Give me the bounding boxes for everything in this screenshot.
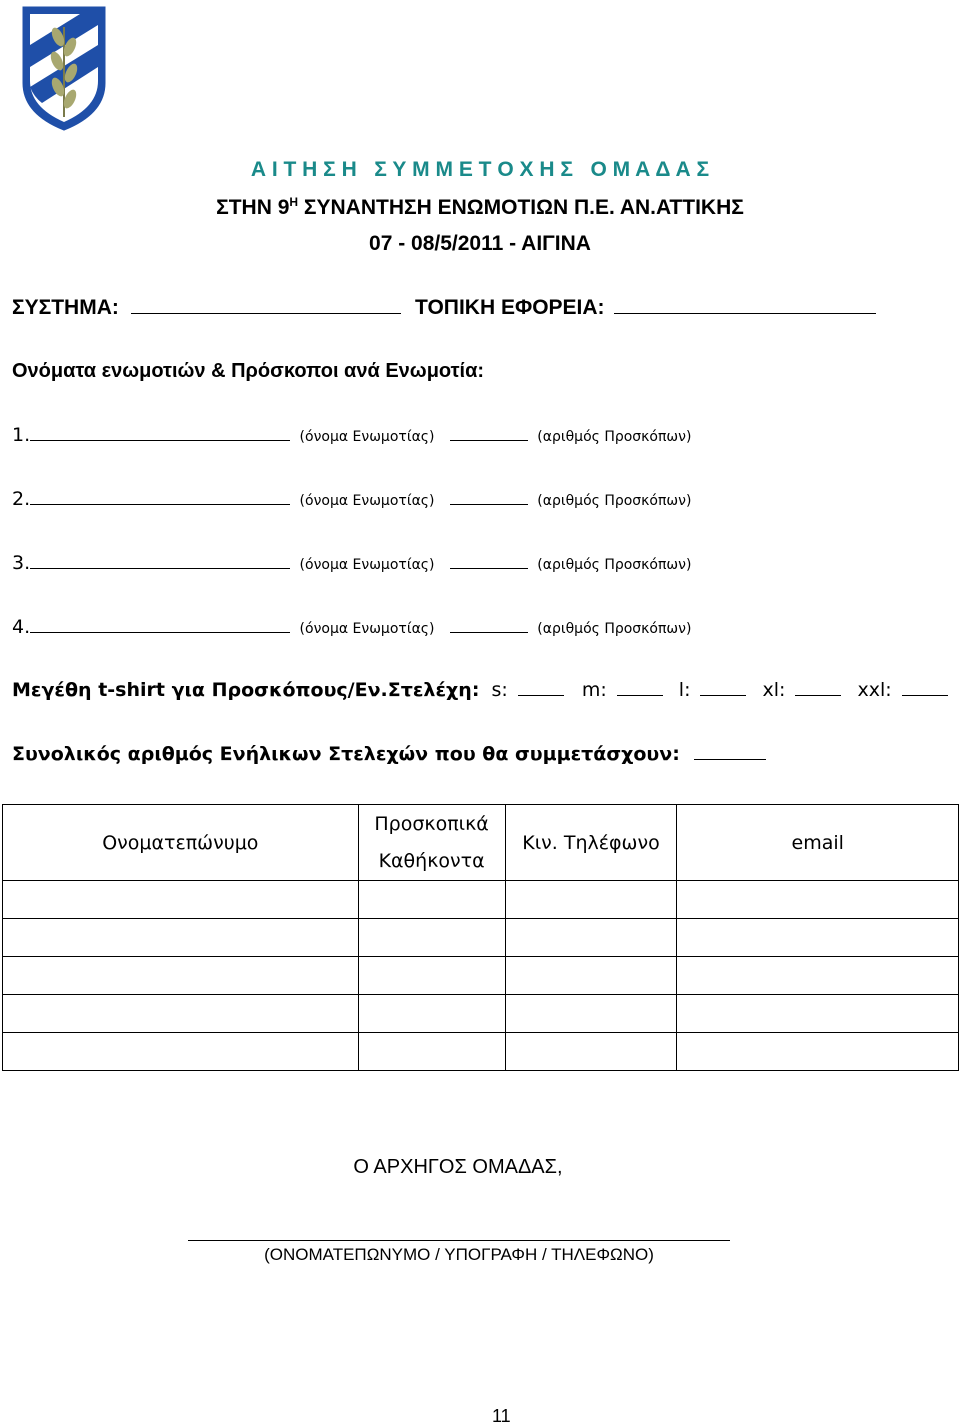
header-duties-line2: Καθήκοντα — [378, 849, 485, 872]
patrol-count-hint: (αριθμός Προσκόπων) — [537, 621, 692, 637]
adults-count-label: Συνολικός αριθμός Ενήλικων Στελεχών που θα συμμετάσχουν: — [12, 743, 680, 765]
patrol-count-line[interactable] — [450, 568, 528, 569]
table-row — [3, 881, 959, 919]
table-row — [3, 957, 959, 995]
patrol-row — [12, 424, 691, 446]
cell-duties[interactable] — [358, 957, 505, 995]
event-date-place: 07 - 08/5/2011 - ΑΙΓΙΝΑ — [369, 232, 591, 255]
system-label: ΣΥΣΤΗΜΑ: — [12, 296, 119, 319]
event-subtitle — [0, 195, 960, 220]
size-s-line[interactable] — [518, 695, 564, 696]
cell-fullname[interactable] — [3, 957, 359, 995]
cell-email[interactable] — [677, 881, 959, 919]
subtitle-post: ΣΥΝΑΝΤΗΣΗ ΕΝΩΜΟΤΙΩΝ Π.Ε. ΑΝ.ΑΤΤΙΚΗΣ — [298, 196, 744, 219]
patrol-row — [12, 552, 691, 574]
cell-email[interactable] — [677, 995, 959, 1033]
patrol-count-line[interactable] — [450, 504, 528, 505]
patrol-count-line[interactable] — [450, 632, 528, 633]
size-l-line[interactable] — [700, 695, 746, 696]
cell-duties[interactable] — [358, 881, 505, 919]
cell-email[interactable] — [677, 957, 959, 995]
cell-fullname[interactable] — [3, 881, 359, 919]
subtitle-pre: ΣΤΗΝ 9 — [216, 196, 290, 219]
patrol-number: 4. — [12, 616, 31, 638]
eforeia-field — [415, 296, 876, 320]
cell-duties[interactable] — [358, 995, 505, 1033]
patrol-name-line[interactable] — [30, 632, 290, 633]
system-input-line[interactable] — [131, 313, 401, 314]
cell-duties[interactable] — [358, 919, 505, 957]
patrol-name-line[interactable] — [30, 440, 290, 441]
cell-fullname[interactable] — [3, 995, 359, 1033]
page-number: 11 — [492, 1406, 511, 1426]
size-xl-line[interactable] — [795, 695, 841, 696]
table-row — [3, 995, 959, 1033]
patrol-name-hint: (όνομα Ενωμοτίας) — [299, 557, 435, 573]
size-xxl-line[interactable] — [902, 695, 948, 696]
cell-fullname[interactable] — [3, 1033, 359, 1071]
patrol-number: 1. — [12, 424, 31, 446]
table-header-row — [3, 805, 959, 881]
adults-count-line[interactable] — [694, 759, 766, 760]
patrol-row — [12, 488, 691, 510]
eforeia-label: ΤΟΠΙΚΗ ΕΦΟΡΕΙΑ: — [415, 296, 605, 319]
tshirt-sizes-row — [12, 679, 948, 701]
patrol-count-hint: (αριθμός Προσκόπων) — [537, 429, 692, 445]
eforeia-input-line[interactable] — [614, 313, 876, 314]
table-row — [3, 919, 959, 957]
patrol-count-line[interactable] — [450, 440, 528, 441]
patrols-heading: Ονόματα ενωμοτιών & Πρόσκοποι ανά Ενωμοτία: — [12, 360, 485, 382]
cell-mobile[interactable] — [505, 919, 677, 957]
patrol-number: 3. — [12, 552, 31, 574]
patrol-count-hint: (αριθμός Προσκόπων) — [537, 557, 692, 573]
patrol-number: 2. — [12, 488, 31, 510]
subtitle-sup: Η — [289, 195, 299, 209]
header-email: email — [677, 805, 959, 881]
cell-mobile[interactable] — [505, 995, 677, 1033]
patrol-name-hint: (όνομα Ενωμοτίας) — [299, 429, 435, 445]
header-fullname: Ονοματεπώνυμο — [3, 805, 359, 881]
cell-fullname[interactable] — [3, 919, 359, 957]
cell-email[interactable] — [677, 919, 959, 957]
cell-mobile[interactable] — [505, 957, 677, 995]
system-field — [12, 296, 401, 320]
size-xl-label: xl: — [762, 679, 786, 701]
size-m-line[interactable] — [617, 695, 663, 696]
tshirt-label: Μεγέθη t-shirt για Προσκόπους/Εν.Στελέχη: — [12, 679, 480, 701]
patrol-name-hint: (όνομα Ενωμοτίας) — [299, 493, 435, 509]
header-mobile: Κιν. Τηλέφωνο — [505, 805, 677, 881]
size-m-label: m: — [581, 679, 607, 701]
patrol-name-line[interactable] — [30, 568, 290, 569]
size-l-label: l: — [678, 679, 691, 701]
cell-duties[interactable] — [358, 1033, 505, 1071]
patrol-name-line[interactable] — [30, 504, 290, 505]
patrol-count-hint: (αριθμός Προσκόπων) — [537, 493, 692, 509]
table-row — [3, 1033, 959, 1071]
crest-logo — [20, 5, 108, 133]
application-title: Α Ι Τ Η Σ Η Σ Υ Μ Μ Ε Τ Ο Χ Η Σ Ο Μ Α Δ Α Σ — [250, 158, 710, 181]
staff-table — [2, 804, 959, 1071]
patrol-row — [12, 616, 691, 638]
size-xxl-label: xxl: — [857, 679, 892, 701]
cell-email[interactable] — [677, 1033, 959, 1071]
signature-line[interactable] — [188, 1240, 730, 1241]
cell-mobile[interactable] — [505, 1033, 677, 1071]
header-duties-line1: Προσκοπικά — [374, 812, 489, 835]
size-s-label: s: — [491, 679, 508, 701]
cell-mobile[interactable] — [505, 881, 677, 919]
header-duties — [358, 805, 505, 881]
leader-label: Ο ΑΡΧΗΓΟΣ ΟΜΑΔΑΣ, — [353, 1156, 563, 1178]
patrol-name-hint: (όνομα Ενωμοτίας) — [299, 621, 435, 637]
signature-caption: (ΟΝΟΜΑΤΕΠΩΝΥΜΟ / ΥΠΟΓΡΑΦΗ / ΤΗΛΕΦΩΝΟ) — [264, 1245, 654, 1264]
adults-count-row — [12, 743, 766, 765]
